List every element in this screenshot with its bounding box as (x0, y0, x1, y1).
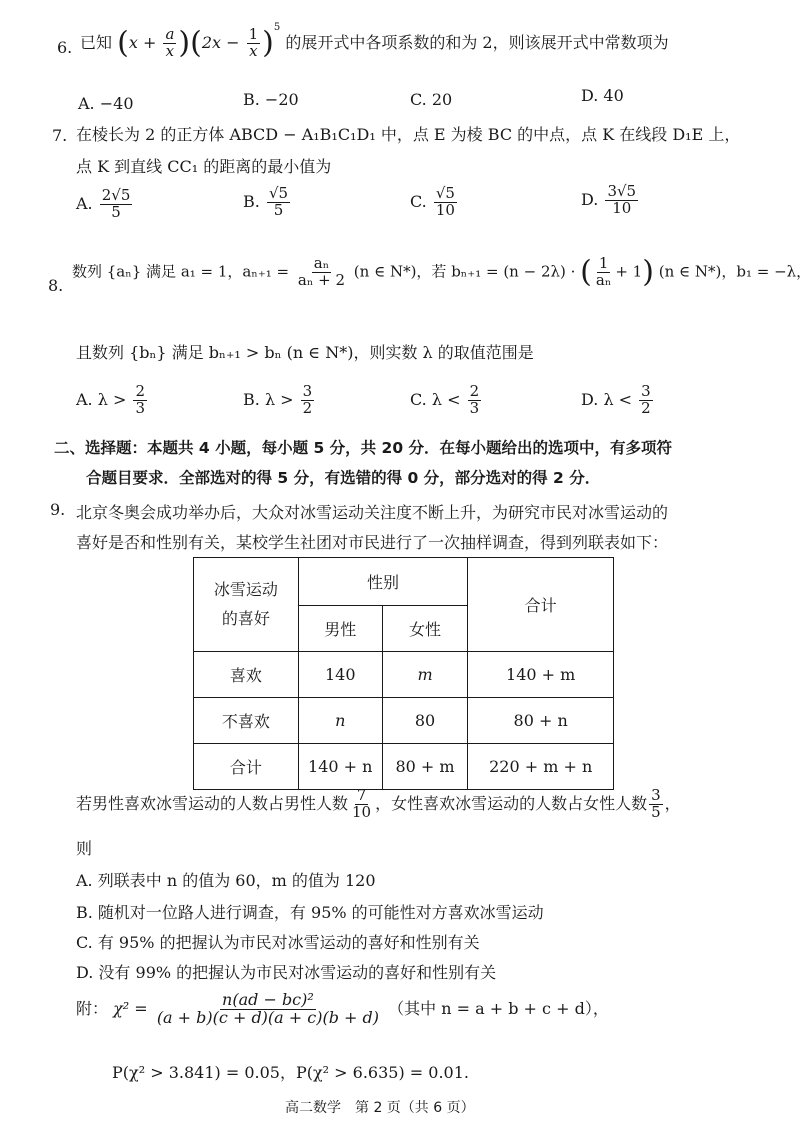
q8-line2: 且数列 {bₙ} 满足 bₙ₊₁ > bₙ (n ∈ N*)，则实数 λ 的取值范围是 (76, 343, 534, 362)
q9-option-c: C. 有 95% 的把握认为市民对冰雪运动的喜好和性别有关 (76, 933, 480, 952)
table-header-male: 男性 (298, 606, 382, 652)
q8-option-b: B. λ > $\frac{3}{2}$ (243, 382, 313, 417)
q9-condition: 若男性喜欢冰雪运动的人数占男性人数 $\frac{7}{10}$ ，女性喜欢冰雪运动的人数占女性人数 $\frac{3}{5}$ ， (76, 786, 681, 821)
q9-then: 则 (76, 839, 93, 858)
q9-option-b: B. 随机对一位路人进行调查，有 95% 的可能性对方喜欢冰雪运动 (76, 903, 544, 922)
q6-option-a: A. −40 (78, 94, 134, 113)
q9-appendix-formula: 附： χ² = $\frac{\text{n(ad − bc)²}}{(a + b)(c + d)(a + c)(b + d)}$ （其中 n = a + b + c + d）， (76, 990, 609, 1027)
q9-line1: 北京冬奥会成功举办后，大众对冰雪运动关注度不断上升，为研究市民对冰雪运动的 (76, 503, 669, 522)
q8-option-d: D. λ < $\frac{3}{2}$ (581, 382, 651, 417)
q8-option-a: A. λ > $\frac{2}{3}$ (76, 382, 146, 417)
table-header-total: 合计 (468, 558, 614, 652)
section2-line2: 合题目要求．全部选对的得 5 分，有选错的得 0 分，部分选对的得 2 分． (86, 469, 601, 487)
q8-number: 8. (48, 276, 64, 295)
table-header-gender: 性别 (298, 558, 468, 606)
q6-number: 6. (57, 38, 73, 57)
q7-option-c: C. $\frac{√5}{10}$ (410, 184, 455, 219)
q9-line2: 喜好是否和性别有关，某校学生社团对市民进行了一次抽样调查，得到列联表如下： (76, 533, 669, 552)
q9-option-a: A. 列联表中 n 的值为 60，m 的值为 120 (76, 871, 376, 890)
q6-lead: 已知 (80, 33, 113, 52)
q6-text: 的展开式中各项系数的和为 2，则该展开式中常数项为 (285, 33, 669, 52)
q9-option-d: D. 没有 99% 的把握认为市民对冰雪运动的喜好和性别有关 (76, 963, 497, 982)
table-row: 合计 140 + n 80 + m 220 + m + n (194, 744, 614, 790)
q7-line2: 点 K 到直线 CC₁ 的距离的最小值为 (76, 157, 332, 176)
q7-line1: 在棱长为 2 的正方体 ABCD − A₁B₁C₁D₁ 中，点 E 为棱 BC 的中点，点 K 在线段 D₁E 上， (76, 125, 741, 144)
table-header-female: 女性 (382, 606, 468, 652)
appendix-label: 附： (76, 998, 109, 1018)
q7-number: 7. (52, 126, 68, 145)
q6-stem: 已知 (x + $\frac{a}{x}$ )(2x − $\frac{1}{x}$ )$^5$ 的展开式中各项系数的和为 2，则该展开式中常数项为 (80, 22, 669, 61)
q9-probabilities: P(χ² > 3.841) = 0.05，P(χ² > 6.635) = 0.01. (112, 1063, 469, 1082)
q7-option-d: D. $\frac{3√5}{10}$ (581, 182, 637, 217)
table-row: 喜欢 140 m 140 + m (194, 652, 614, 698)
q7-option-a: A. $\frac{2√5}{5}$ (76, 186, 131, 221)
contingency-table (193, 557, 614, 790)
table-row: 不喜欢 n 80 80 + n (194, 698, 614, 744)
q6-option-b: B. −20 (243, 90, 299, 109)
q6-option-d: D. 40 (581, 86, 624, 105)
q8-line1: 数列 {aₙ} 满足 a₁ = 1，aₙ₊₁ = $\frac{\text{aₙ}}{\text{aₙ + 2}}$ (n ∈ N*)，若 bₙ₊₁ = (n − 2λ) · ( $\frac{1}{\text{aₙ}}$ + 1) (n ∈ N*)，b₁ = −λ， (72, 254, 811, 290)
table-corner: 冰雪运动 的喜好 (194, 558, 299, 652)
q7-option-b: B. $\frac{√5}{5}$ (243, 184, 289, 219)
page-footer: 高二数学 第 2 页（共 6 页） (285, 1100, 475, 1116)
q9-number: 9. (50, 500, 66, 519)
q6-option-c: C. 20 (410, 90, 453, 109)
q8-option-c: C. λ < $\frac{2}{3}$ (410, 382, 480, 417)
section2-line1: 二、选择题：本题共 4 小题，每小题 5 分，共 20 分．在每小题给出的选项中，有多项符 (54, 439, 673, 457)
